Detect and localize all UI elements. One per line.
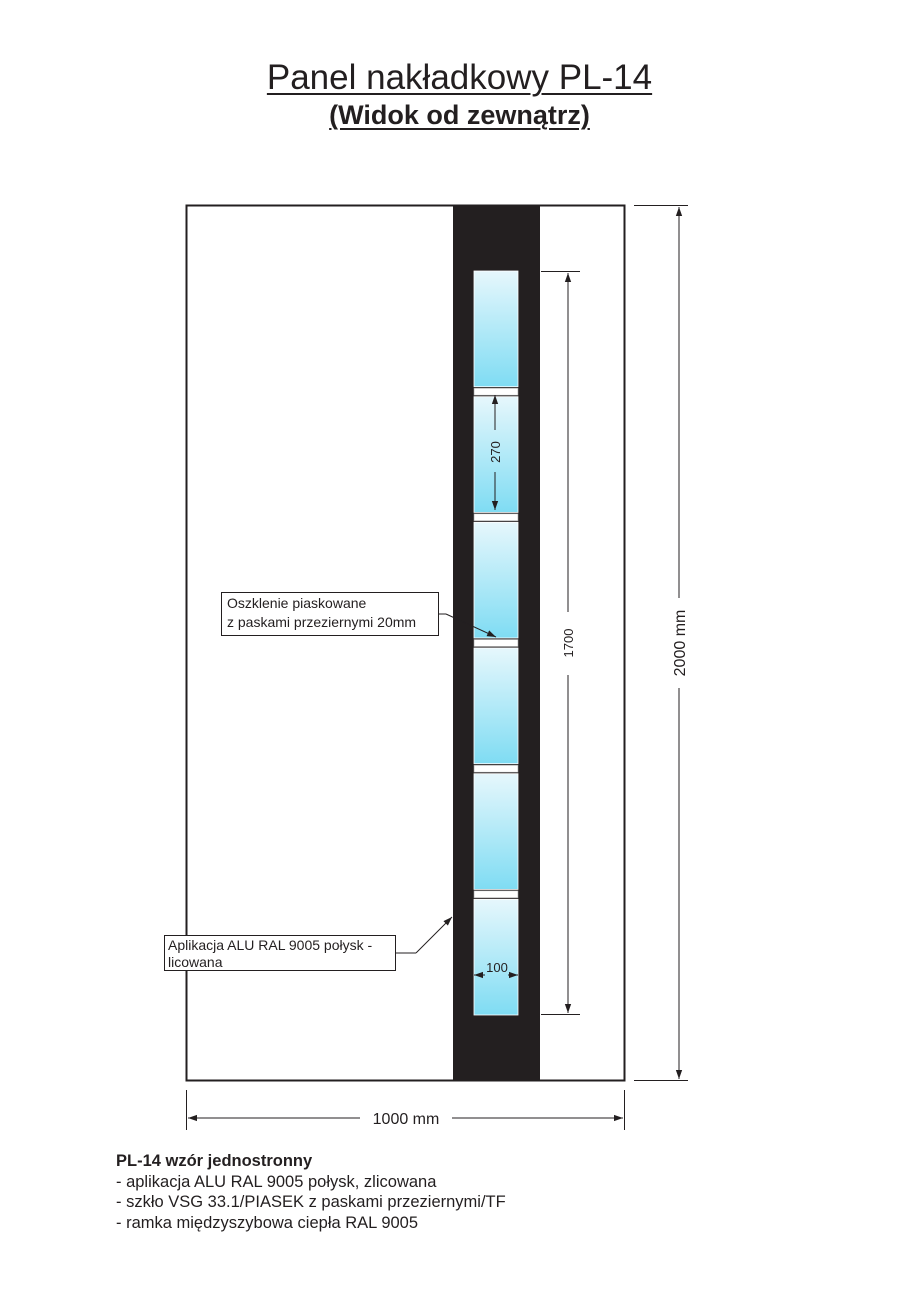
page-title: Panel nakładkowy PL-14 <box>266 58 653 97</box>
notes-heading: PL-14 wzór jednostronny <box>116 1152 313 1170</box>
notes-item-2: - szkło VSG 33.1/PIASEK z paskami przeziernymi/TF <box>116 1193 506 1211</box>
application-callout-line-1: Aplikacja ALU RAL 9005 połysk - <box>168 937 373 953</box>
glass-pane <box>474 648 518 764</box>
clear-glass-strip <box>474 891 518 898</box>
application-callout-line-2: licowana <box>168 954 223 970</box>
specification-notes <box>116 1151 506 1233</box>
glass-width-label: 100 <box>486 960 508 975</box>
glass-height-label: 1700 <box>561 628 576 658</box>
page-subtitle: (Widok od zewnątrz) <box>329 100 590 130</box>
glass-pane <box>474 522 518 638</box>
clear-glass-strip <box>474 514 518 521</box>
glass-pane <box>474 774 518 890</box>
glass-pane <box>474 899 518 1015</box>
glass-panes <box>474 271 518 1015</box>
glazing-callout-line-1: Oszklenie piaskowane <box>227 595 367 611</box>
clear-glass-strip <box>474 388 518 395</box>
glass-pane <box>474 271 518 387</box>
notes-item-1: - aplikacja ALU RAL 9005 połysk, zlicowana <box>116 1172 437 1191</box>
width-label: 1000 mm <box>372 1111 440 1128</box>
height-label: 2000 mm <box>672 609 689 677</box>
notes-item-3: - ramka międzyszybowa ciepła RAL 9005 <box>116 1213 419 1232</box>
clear-glass-strip <box>474 765 518 772</box>
glazing-callout-line-2: z paskami przeziernymi 20mm <box>227 614 417 630</box>
clear-glass-strip <box>474 640 518 647</box>
segment-height-label: 270 <box>488 441 503 463</box>
